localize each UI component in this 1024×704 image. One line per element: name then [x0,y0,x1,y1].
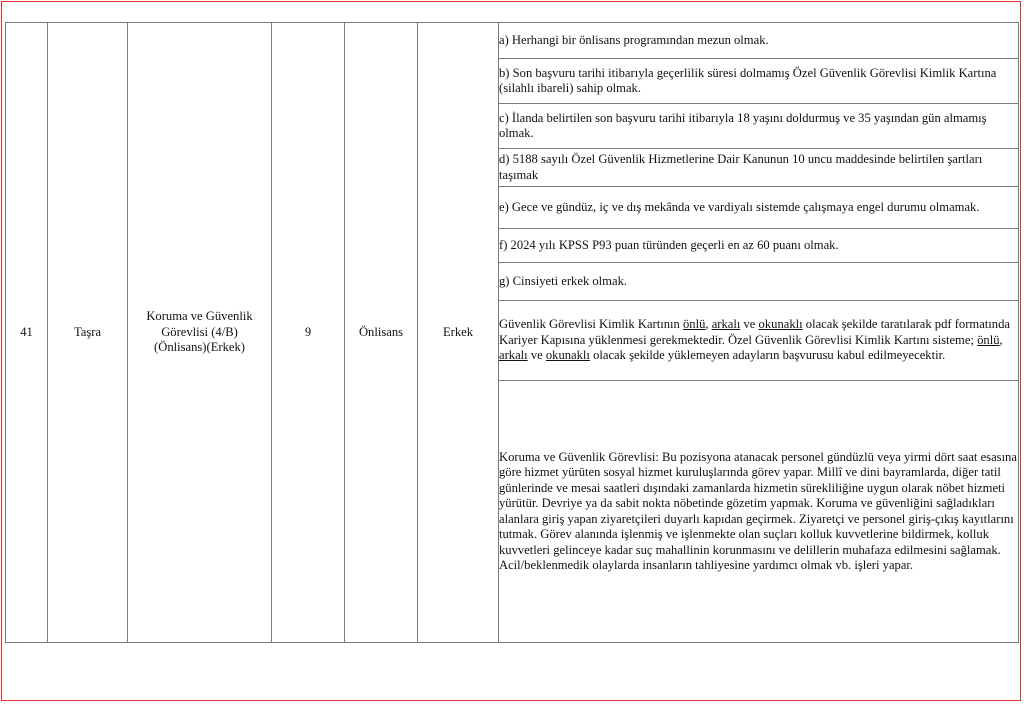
job-listing-table [5,22,1019,643]
id-card-upload-note: Güvenlik Görevlisi Kimlik Kartının önlü, arkalı ve okunaklı olacak şekilde taratılarak pdf formatında Kariyer Kapısına yüklenmesi gerekmektedir. Özel Güvenlik Görevlisi Kimlik Kartını sisteme; önlü, arkalı ve okunaklı olacak şekilde yüklemeyen adayların başvurusu kabul edilmeyecektir. [499,301,1019,381]
row-number-cell: 41 [6,23,48,643]
requirement-e: e) Gece ve gündüz, iç ve dış mekânda ve vardiyalı sistemde çalışmaya engel durumu olmamak. [499,187,1019,229]
location-cell: Taşra [48,23,128,643]
position-cell [128,23,272,643]
job-description: Koruma ve Güvenlik Görevlisi: Bu pozisyona atanacak personel gündüzlü veya yirmi dört saat esasına göre hizmet yürüten sosyal hizmet kuruluşlarında görev yapar. Millî ve dini bayramlarda, diğer tatil günlerinde ve mesai saatleri dışındaki zamanlarda hizmetin sürekliliğine uygun olarak nöbet hizmeti yürütür. Devriye ya da sabit nokta nöbetinde gözetim yapmak. Koruma ve güvenliğini sağladıkları alanlara giriş yapan ziyaretçileri duyarlı kapıdan geçirmek. Ziyaretçi ve personel giriş-çıkış kayıtlarını tutmak. Görev alanında işlenmiş ve işlenmekte olan suçları kolluk kuvvetlerine bildirmek, kolluk kuvvetleri gelinceye kadar suç mahallinin korunmasını ve delillerin muhafaza edilmesini sağlamak. Acil/beklenmedik olaylarda insanların tahliyesine yardımcı olmak vb. işleri yapar. [499,381,1019,643]
education-cell: Önlisans [345,23,418,643]
requirement-a: a) Herhangi bir önlisans programından mezun olmak. [499,23,1019,59]
requirement-g: g) Cinsiyeti erkek olmak. [499,263,1019,301]
count-cell: 9 [272,23,345,643]
requirement-b: b) Son başvuru tarihi itibarıyla geçerlilik süresi dolmamış Özel Güvenlik Görevlisi Kimlik Kartına (silahlı ibareli) sahip olmak. [499,59,1019,104]
requirement-c: c) İlanda belirtilen son başvuru tarihi itibarıyla 18 yaşını doldurmuş ve 35 yaşından gün almamış olmak. [499,104,1019,149]
requirement-f: f) 2024 yılı KPSS P93 puan türünden geçerli en az 60 puanı olmak. [499,229,1019,263]
position-title: Koruma ve Güvenlik Görevlisi (4/B) (Önlisans)(Erkek) [146,309,253,355]
requirement-d: d) 5188 sayılı Özel Güvenlik Hizmetlerine Dair Kanunun 10 uncu maddesinde belirtilen şartları taşımak [499,149,1019,187]
gender-cell: Erkek [418,23,499,643]
